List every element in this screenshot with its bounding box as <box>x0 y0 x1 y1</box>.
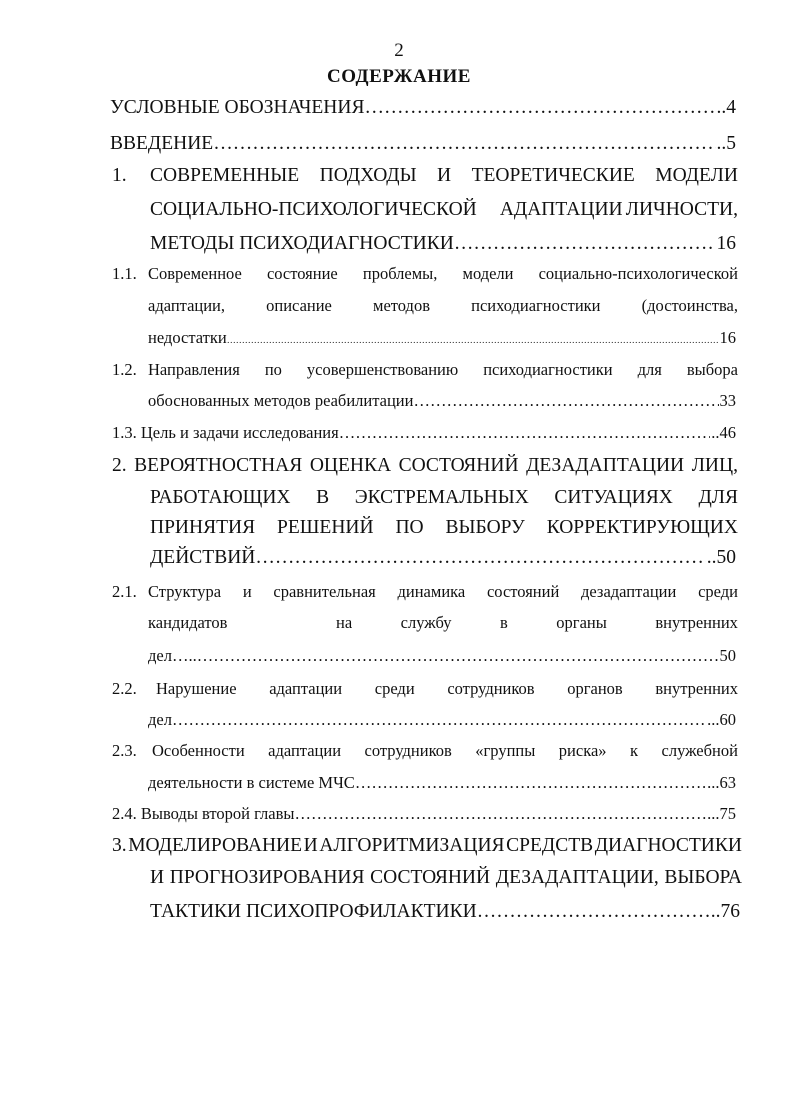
toc-line: Нарушение адаптации среди сотрудников органов внутренних <box>156 679 738 698</box>
toc-line: Структура и сравнительная динамика состояний дезадаптации среди <box>148 582 738 601</box>
page-title: СОДЕРЖАНИЕ <box>327 66 471 87</box>
toc-line: недостатки …………………………………………………………………………………………………………………………………………………………………………………………………………………… 16 <box>148 330 736 347</box>
toc-entry-abbreviations[interactable]: УСЛОВНЫЕ ОБОЗНАЧЕНИЯ …………………………………………………………………………………………………………………………………………………………………………………………………………………… ..4 <box>110 98 736 118</box>
toc-line: И ПРОГНОЗИРОВАНИЯ СОСТОЯНИЙ ДЕЗАДАПТАЦИИ, ВЫБОРА <box>150 867 742 888</box>
toc-line: адаптации, описание методов психодиагностики (достоинства, <box>148 296 738 315</box>
toc-number: 2.3. <box>112 741 137 760</box>
toc-entry-introduction[interactable]: ВВЕДЕНИЕ …………………………………………………………………………………………………………………………………………………………………………………………………………………… ..5 <box>110 134 736 154</box>
toc-line: деятельности в системе МЧС …………………………………………………………………………………………………………………………………………………………………………………………………………………… ...63 <box>148 775 736 792</box>
toc-line: Направления по усовершенствованию психодиагностики для выбора <box>148 360 738 379</box>
toc-line: Особенности адаптации сотрудников «группы риска» к служебной <box>152 741 738 760</box>
toc-line: СОЦИАЛЬНО-ПСИХОЛОГИЧЕСКОЙ АДАПТАЦИИ ЛИЧНОСТИ, <box>150 199 738 220</box>
toc-number: 2.1. <box>112 582 137 601</box>
page-number: 2 <box>394 40 404 61</box>
toc-line: Современное состояние проблемы, модели социально-психологической <box>148 264 738 283</box>
toc-line: МЕТОДЫ ПСИХОДИАГНОСТИКИ …………………………………………………………………………………………………………………………………………………………………………………………………………………… 16 <box>150 234 736 254</box>
toc-line: ТАКТИКИ ПСИХОПРОФИЛАКТИКИ …………………………………………………………………………………………………………………………………………………………………………………………………………………… ..76 <box>150 902 740 922</box>
toc-line: РАБОТАЮЩИХ В ЭКСТРЕМАЛЬНЫХ СИТУАЦИЯХ ДЛЯ <box>150 487 738 508</box>
toc-line: 3. МОДЕЛИРОВАНИЕ И АЛГОРИТМИЗАЦИЯ СРЕДСТВ ДИАГНОСТИКИ <box>112 835 742 856</box>
toc-number: 1. <box>112 165 127 186</box>
toc-line: дел….. …………………………………………………………………………………………………………………………………………………………………………………………………………………… 50 <box>148 648 736 665</box>
toc-line: кандидатов на службу в органы внутренних <box>148 613 738 632</box>
toc-number: 1.2. <box>112 360 137 379</box>
toc-number: 1.1. <box>112 264 137 283</box>
toc-entry-1-3[interactable]: 1.3. Цель и задачи исследования …………………………………………………………………………………………………………………………………………………………………………………………………………………… ..46 <box>112 425 736 442</box>
toc-line: ПРИНЯТИЯ РЕШЕНИЙ ПО ВЫБОРУ КОРРЕКТИРУЮЩИХ <box>150 517 738 538</box>
toc-number: 2.2. <box>112 679 137 698</box>
toc-line: обоснованных методов реабилитации …………………………………………………………………………………………………………………………………………………………………………………………………………………… 33 <box>148 393 736 410</box>
toc-entry-2-4[interactable]: 2.4. Выводы второй главы …………………………………………………………………………………………………………………………………………………………………………………………………………………… ...75 <box>112 806 736 823</box>
toc-line: ДЕЙСТВИЙ …………………………………………………………………………………………………………………………………………………………………………………………………………………… ..50 <box>150 548 736 568</box>
toc-line: СОВРЕМЕННЫЕ ПОДХОДЫ И ТЕОРЕТИЧЕСКИЕ МОДЕЛИ <box>150 165 738 186</box>
toc-line: дел …………………………………………………………………………………………………………………………………………………………………………………………………………………… ...60 <box>148 712 736 729</box>
toc-line: 2. ВЕРОЯТНОСТНАЯ ОЦЕНКА СОСТОЯНИЙ ДЕЗАДАПТАЦИИ ЛИЦ, <box>112 455 738 476</box>
